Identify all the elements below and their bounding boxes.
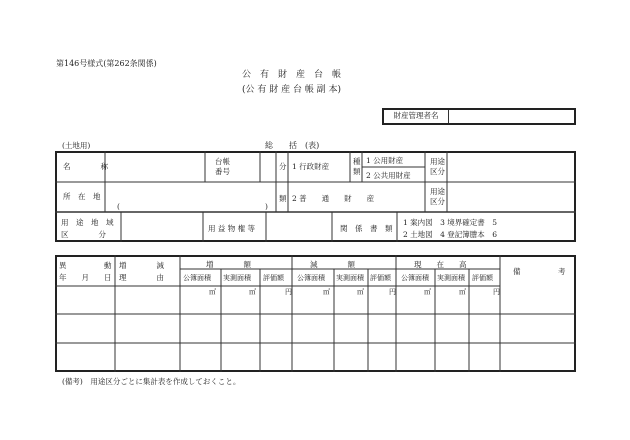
info-table [55,151,576,242]
related-docs-line-1: 1 案内図 3 境界確定書 5 [403,218,498,227]
date-header-top: 異 動 [59,261,112,270]
reason-header-top: 増 減 [119,261,164,270]
location-paren-open: ( [117,202,120,211]
kind-public-common-use: 2 公共用財産 [366,171,411,180]
unit-sqm: ㎡ [357,288,364,296]
use-category-label-1: 用途区分 [430,157,445,176]
related-docs-label: 関 係 書 類 [340,224,393,233]
manager-label: 財産管理者名 [383,109,449,124]
easement-field[interactable] [267,213,332,242]
related-docs-line-2: 2 土地図 4 登記簿謄本 6 [403,230,498,239]
table-row[interactable] [57,344,574,370]
use-category-field-2[interactable] [448,183,574,212]
name-label: 名 称 [63,162,108,171]
footnote: (備考) 用途区分ごとに集計表を作成しておくこと。 [62,377,241,386]
unit-yen: 円 [389,288,396,296]
inc-registry-area-header: 公簿面積 [183,274,211,282]
summary-title: 総 括 (表) [265,141,320,150]
increase-header: 増 額 [206,260,251,269]
dec-registry-area-header: 公簿面積 [297,274,325,282]
ledger-table [55,255,576,372]
unit-sqm: ㎡ [323,288,330,296]
bun-label: 分 [279,162,287,171]
table-row[interactable] [57,287,574,314]
cur-registry-area-header: 公簿面積 [401,274,429,282]
use-zone-label: 用 途 地 域 [61,218,114,227]
kind-public-use: 1 公用財産 [366,156,404,165]
unit-sqm: ㎡ [424,288,431,296]
table-row[interactable] [57,315,574,343]
dec-value-header: 評価額 [370,274,391,282]
use-category-field-1[interactable] [448,153,574,182]
type-label: 種類 [353,157,361,176]
use-category-label-2: 用途区分 [430,187,445,206]
decrease-header: 減 額 [310,260,355,269]
page-title: 公 有 財 産 台 帳 [242,70,342,80]
reason-header-bottom: 理 由 [119,273,164,282]
unit-yen: 円 [493,288,500,296]
manager-box [382,108,576,125]
date-header-bottom: 年 月 日 [59,273,112,282]
location-label: 所 在 地 [63,192,101,201]
unit-yen: 円 [285,288,292,296]
unit-sqm: ㎡ [459,288,466,296]
use-zone-field[interactable] [122,213,203,242]
manager-value[interactable] [449,109,576,124]
unit-sqm: ㎡ [249,288,256,296]
inc-measured-area-header: 実測面積 [223,274,251,282]
dec-measured-area-header: 実測面積 [336,274,364,282]
ledger-number-label: 台帳番号 [215,157,230,176]
inc-value-header: 評価額 [263,274,284,282]
land-label: (土地用) [62,141,91,150]
location-paren-close: ) [265,202,268,211]
use-zone-label-2: 区 分 [61,230,106,239]
ledger-number-field[interactable] [238,153,274,182]
property-item1: 1 行政財産 [292,162,330,171]
page-subtitle: (公 有 財 産 台 帳 副 本) [242,85,342,95]
rui-label: 類 [279,194,287,203]
notes-header: 備 考 [513,267,566,276]
form-number: 第146号様式(第262条関係) [56,59,157,68]
name-field[interactable] [106,153,204,182]
easement-label: 用 益 物 権 等 [208,224,256,233]
current-header: 現 在 高 [414,260,467,269]
cur-value-header: 評価額 [472,274,493,282]
cur-measured-area-header: 実測面積 [437,274,465,282]
unit-sqm: ㎡ [209,288,216,296]
location-field[interactable] [106,183,276,212]
property-item2: 2 普 通 財 産 [292,194,375,203]
